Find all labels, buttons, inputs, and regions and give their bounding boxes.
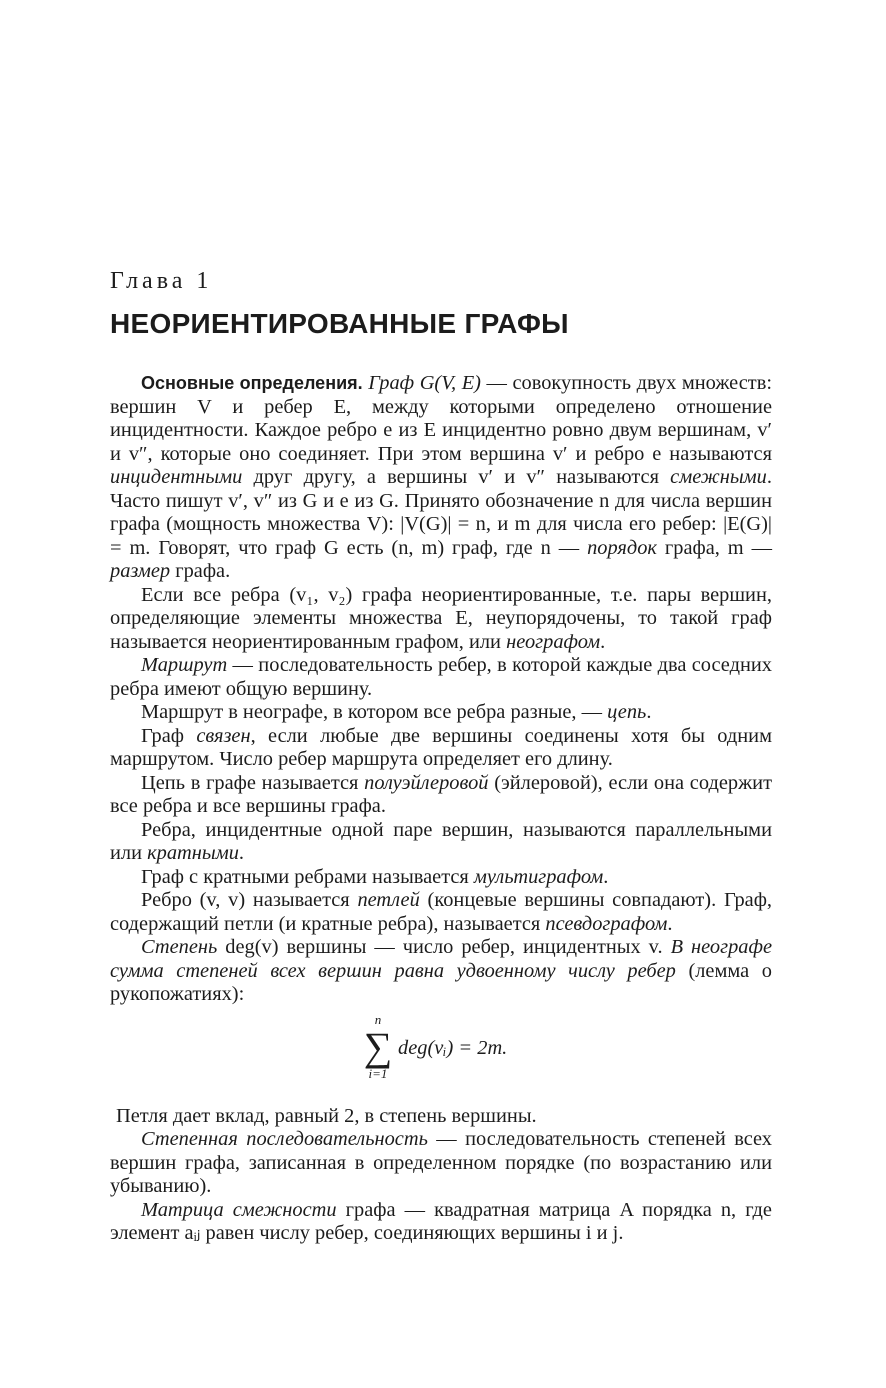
text: — последовательность степеней всех вершин графа, записанная в определенном порядке (по возрастанию или убыванию). <box>110 1128 772 1197</box>
sum-upper-limit: n <box>374 1011 382 1027</box>
term-semi-eulerian: полуэйлеровой <box>364 771 489 794</box>
paragraph-basic-definitions <box>110 372 772 584</box>
term-loop: петлей <box>357 889 420 911</box>
term-incident: инцидентными <box>110 466 243 488</box>
term-degree: Степень <box>141 936 218 958</box>
text: графа, m — <box>656 536 773 559</box>
paragraph-degree-sequence <box>110 1128 772 1199</box>
text: Граф <box>141 724 197 747</box>
paragraph-multiple-edges <box>110 819 772 866</box>
text: . <box>667 912 673 935</box>
paragraph-loop-degree <box>110 1105 772 1129</box>
term-multiple: кратными <box>147 842 239 864</box>
text: Ребро (v, v) называется <box>141 889 358 911</box>
term-chain: цепь <box>607 701 647 723</box>
term-graph: Граф G(V, E) <box>368 372 481 394</box>
paragraph-degree <box>110 936 772 1007</box>
paragraph-loop <box>110 889 772 936</box>
text: Ребра, инцидентные одной паре вершин, называются параллельными или <box>110 818 772 864</box>
handshake-formula <box>110 1013 772 1101</box>
paragraph-connected <box>110 725 772 772</box>
paragraph-chain <box>110 701 772 725</box>
theorem-handshake: В неографе сумма степеней всех вершин равна удвоенному числу ребер <box>110 936 772 982</box>
term-adjacency-matrix: Матрица смежности <box>141 1198 337 1221</box>
text: Петля дает вклад, равный 2, в степень вершины. <box>116 1104 537 1127</box>
text: (концевые вершины совпадают). Граф, содержащий петли (и кратные ребра), называется <box>110 889 772 935</box>
text: друг другу, а вершины v′ и v″ называются <box>242 466 671 488</box>
text: (эйлеровой), если она содержит все ребра и все вершины графа. <box>110 771 772 817</box>
term-size: размер <box>110 560 171 582</box>
term-adjacent: смежными <box>670 466 767 488</box>
term-degree-sequence: Степенная последовательность <box>141 1128 428 1150</box>
chapter-label: Глава 1 <box>110 268 213 294</box>
text: deg(v) вершины — число ребер, инцидентных v. <box>217 936 671 958</box>
text: . <box>646 701 652 723</box>
section-heading: Основные определения. <box>141 373 363 393</box>
text: — последовательность ребер, в которой каждые два соседних ребра имеют общую вершину. <box>110 654 772 700</box>
text: . Часто пишут v′, v″ из G и e из G. Принято обозначение n для числа вершин графа (мощность множества V): |V(G)| = n, и m для числа его ребер: |E(G)| = m. Говорят, что граф G есть (n, m) граф, где n — <box>110 466 772 559</box>
term-multigraph: мультиграфом <box>473 865 604 888</box>
text: . <box>238 842 245 864</box>
term-order: порядок <box>587 536 657 559</box>
term-route: Маршрут <box>141 654 228 676</box>
text: Цепь в графе называется <box>141 771 365 794</box>
term-connected: связен <box>196 724 251 747</box>
sum-operator <box>358 1013 398 1081</box>
paragraph-undirected <box>110 584 772 655</box>
text: графа. <box>170 560 231 582</box>
text: Если все ребра (v₁, v₂) графа неориентированные, т.е. пары вершин, определяющие элементы множества E, неупорядочены, то такой граф называется неориентированным графом, или <box>110 583 772 653</box>
text: (лемма о рукопожатиях): <box>110 959 772 1005</box>
formula-body: deg(vᵢ) = 2m. <box>398 1036 508 1059</box>
text: — совокупность двух множеств: вершин V и ребер E, между которыми определено отношение инцидентности. Каждое ребро e из E инцидентно ровно двум вершинам, v′ и v″, которые оно соединяет. При этом вершина v′ и ребро e называются <box>110 372 772 465</box>
text: , если любые две вершины соединены хотя бы одним маршрутом. Число ребер маршрута определяет его длину. <box>110 724 772 770</box>
sum-lower-limit: i=1 <box>368 1065 388 1081</box>
term-pseudograph: псевдографом <box>545 912 668 935</box>
text: Граф с кратными ребрами называется <box>141 865 474 888</box>
paragraph-multigraph <box>110 866 772 890</box>
text: . <box>603 865 609 888</box>
chapter-title: НЕОРИЕНТИРОВАННЫЕ ГРАФЫ <box>110 308 569 339</box>
paragraph-route <box>110 654 772 701</box>
body-text <box>110 372 772 1246</box>
paragraph-eulerian <box>110 772 772 819</box>
term-neograph: неографом <box>506 630 601 653</box>
sigma-symbol: ∑ <box>363 1023 393 1069</box>
text: . <box>600 630 606 653</box>
text: Маршрут в неографе, в котором все ребра разные, — <box>141 701 608 723</box>
paragraph-adjacency-matrix <box>110 1199 772 1246</box>
text: графа — квадратная матрица A порядка n, где элемент aᵢⱼ равен числу ребер, соединяющих вершины i и j. <box>110 1198 772 1244</box>
